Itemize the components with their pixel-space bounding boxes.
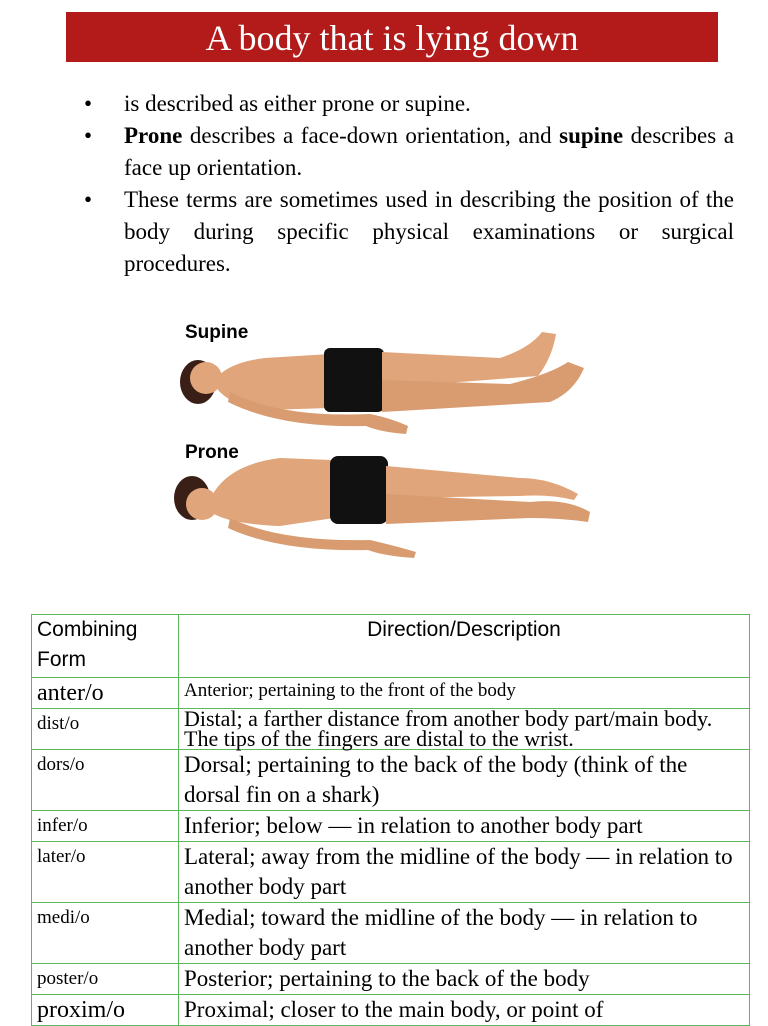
table-row (32, 709, 750, 750)
combining-form: dors/o (32, 750, 179, 811)
table-row (32, 903, 750, 964)
bullet-icon: • (84, 123, 93, 148)
description: Medial; toward the midline of the body — in relation to another body part (179, 903, 750, 964)
bullet-list (84, 88, 734, 280)
description: Inferior; below — in relation to another body part (179, 811, 750, 842)
description: Distal; a farther distance from another body part/main body. The tips of the fingers are distal to the wrist. (179, 709, 750, 750)
table-header-row (32, 615, 750, 678)
combining-form: anter/o (32, 678, 179, 709)
description: Proximal; closer to the main body, or point of (179, 995, 750, 1026)
combining-form: poster/o (32, 964, 179, 995)
combining-form: dist/o (32, 709, 179, 750)
body-position-figure (170, 318, 610, 563)
prone-body-illustration (174, 456, 590, 558)
description: Anterior; pertaining to the front of the body (179, 678, 750, 709)
bullet-item (84, 120, 734, 184)
combining-form: proxim/o (32, 995, 179, 1026)
description: Posterior; pertaining to the back of the body (179, 964, 750, 995)
prone-label: Prone (185, 442, 239, 463)
description: Lateral; away from the midline of the body — in relation to another body part (179, 842, 750, 903)
table-row (32, 842, 750, 903)
combining-form: infer/o (32, 811, 179, 842)
page-title: A body that is lying down (66, 12, 718, 62)
supine-label: Supine (185, 322, 249, 343)
header-combining-form: Combining Form (32, 615, 179, 678)
supine-body-illustration (180, 332, 584, 434)
bullet-item (84, 88, 734, 120)
bullet-text: describes a face up orientation. (124, 123, 734, 180)
bullet-text: is described as either prone or supine. (124, 91, 471, 116)
term-supine: supine (559, 123, 624, 148)
bullet-text: These terms are sometimes used in describing the position of the body during specific physical examinations or surgical procedures. (124, 187, 734, 276)
table-row (32, 750, 750, 811)
description: Dorsal; pertaining to the back of the body (think of the dorsal fin on a shark) (179, 750, 750, 811)
combining-form: later/o (32, 842, 179, 903)
bullet-icon: • (84, 91, 93, 116)
term-prone: Prone (124, 123, 183, 148)
combining-forms-table (31, 614, 750, 1026)
bullet-text: describes a face-down orientation, and (182, 123, 560, 148)
bullet-icon: • (84, 187, 93, 212)
table-row (32, 811, 750, 842)
table-row (32, 678, 750, 709)
header-direction: Direction/Description (179, 615, 750, 678)
combining-form: medi/o (32, 903, 179, 964)
bullet-item (84, 184, 734, 280)
table-row (32, 995, 750, 1026)
table-row (32, 964, 750, 995)
